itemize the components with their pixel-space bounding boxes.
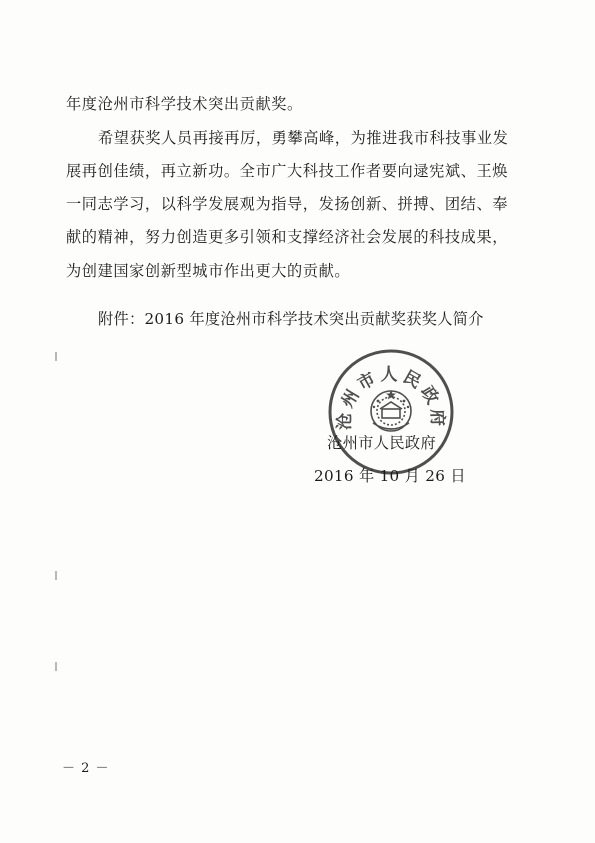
scan-mark — [55, 352, 57, 361]
body-line-6: 为创建国家创新型城市作出更大的贡献。 — [66, 262, 351, 280]
scan-mark — [55, 662, 57, 671]
attachment-line: 附件：2016 年度沧州市科学技术突出贡献奖获奖人简介 — [98, 310, 484, 328]
signer-name: 沧州市人民政府 — [327, 434, 437, 452]
page-number: － 2 － — [62, 761, 110, 776]
svg-text:沧州市人民政府: 沧州市人民政府 — [334, 365, 448, 431]
official-seal-icon — [326, 347, 456, 477]
body-line-2: 希望获奖人员再接再厉，勇攀高峰，为推进我市科技事业发 — [98, 129, 509, 147]
body-line-5: 献的精神，努力创造更多引领和支撑经济社会发展的科技成果， — [66, 228, 509, 246]
body-line-1: 年度沧州市科学技术突出贡献奖。 — [66, 95, 303, 113]
issue-date: 2016 年 10 月 26 日 — [314, 467, 466, 485]
body-line-3: 展再创佳绩，再立新功。全市广大科技工作者要向逯宪斌、王焕 — [66, 162, 509, 180]
scan-mark — [55, 571, 57, 580]
body-line-4: 一同志学习，以科学发展观为指导，发扬创新、拼搏、团结、奉 — [66, 195, 509, 213]
